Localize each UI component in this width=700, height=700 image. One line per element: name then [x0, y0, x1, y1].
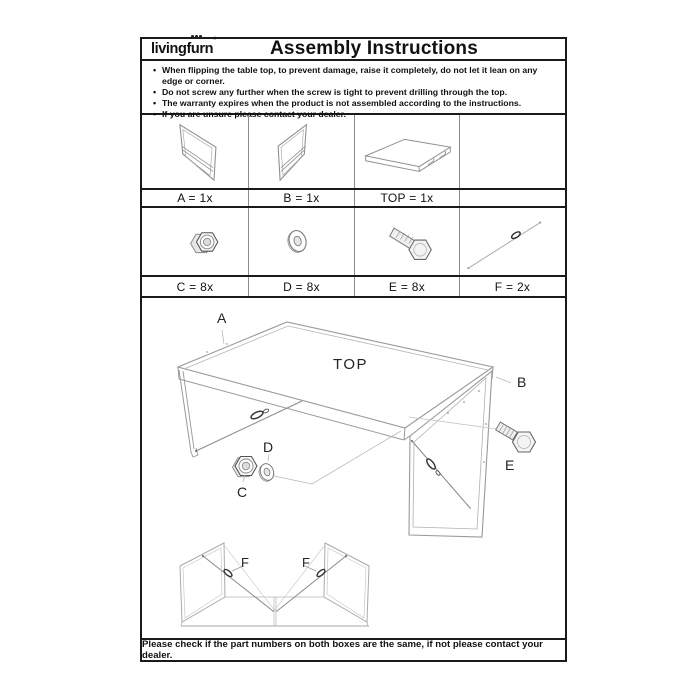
panel-a-drawing: [180, 125, 216, 180]
empty-cell: [460, 115, 565, 188]
bullet-icon: •: [153, 65, 157, 75]
part-d-image: [249, 208, 355, 275]
part-a-image: [142, 115, 249, 188]
diagram-label-b: B: [517, 374, 527, 390]
page-title: Assembly Instructions: [270, 38, 478, 59]
diagram-label-a: A: [217, 310, 227, 326]
note-text: The warranty expires when the product is not assembled according to the instructions.: [162, 97, 522, 108]
note-line: [153, 98, 557, 109]
bullet-icon: •: [153, 86, 157, 97]
brand-logo: [151, 36, 223, 58]
note-line: [153, 65, 557, 87]
f-rod-left: [202, 555, 274, 612]
registered-mark: ®: [213, 36, 217, 41]
part-label: F = 2x: [494, 279, 531, 294]
diagram-label-f-right: F: [302, 555, 310, 570]
note-text: Do not screw any further when the screw is tight to prevent drilling through the top.: [162, 86, 508, 97]
logo-dots-icon: [191, 35, 202, 38]
part-label: C = 8x: [142, 277, 249, 296]
bullet-icon: •: [153, 97, 157, 108]
tabletop-drawing: [366, 139, 451, 171]
footer-note: [142, 638, 565, 660]
washer-drawing: [285, 228, 309, 254]
part-label: [460, 190, 565, 206]
part-c-image: [142, 208, 249, 275]
f-rod-right: [276, 555, 347, 612]
header: [142, 36, 565, 61]
assembly-diagram: [142, 298, 565, 638]
parts-row-1-labels: [142, 190, 565, 208]
bolt-drawing: [390, 228, 432, 259]
part-label: TOP = 1x: [355, 190, 460, 206]
part-b-image: [249, 115, 355, 188]
panel-b-drawing: [278, 125, 306, 180]
part-f-image: [460, 208, 565, 275]
instruction-sheet: [140, 37, 567, 662]
bullet-icon: •: [153, 108, 157, 119]
diagram-label-e: E: [505, 457, 515, 473]
rod-drawing: [467, 221, 541, 269]
part-e-image: [355, 208, 460, 275]
parts-row-2-labels: [142, 277, 565, 298]
note-text: If you are unsure please contact your dealer.: [162, 108, 346, 119]
part-top-image: [355, 115, 460, 188]
parts-row-2-images: [142, 208, 565, 277]
warning-notes: [142, 61, 565, 119]
nut-c-drawing: [233, 457, 258, 477]
part-label: D = 8x: [249, 277, 355, 296]
diagram-label-top: TOP: [333, 356, 369, 373]
part-label: B = 1x: [249, 190, 355, 206]
brace-subdiagram: [180, 543, 369, 626]
diagram-label-c: C: [237, 484, 248, 500]
diagram-label-d: D: [263, 439, 274, 455]
diagram-label-f-left: F: [241, 555, 249, 570]
brand-name: livingfurn: [151, 41, 214, 57]
footer-text: Please check if the part numbers on both boxes are the same, if not please contact your dealer.: [142, 639, 543, 661]
brace-rod-left: [195, 401, 302, 452]
part-label: A = 1x: [142, 190, 249, 206]
washer-d-drawing: [257, 462, 276, 483]
note-text: When flipping the table top, to prevent damage, raise it completely, do not let it lean on any edge or corner.: [162, 65, 538, 86]
note-line: [153, 87, 557, 98]
part-label: E = 8x: [355, 277, 460, 296]
nut-drawing: [191, 233, 218, 253]
parts-row-1-images: [142, 115, 565, 190]
